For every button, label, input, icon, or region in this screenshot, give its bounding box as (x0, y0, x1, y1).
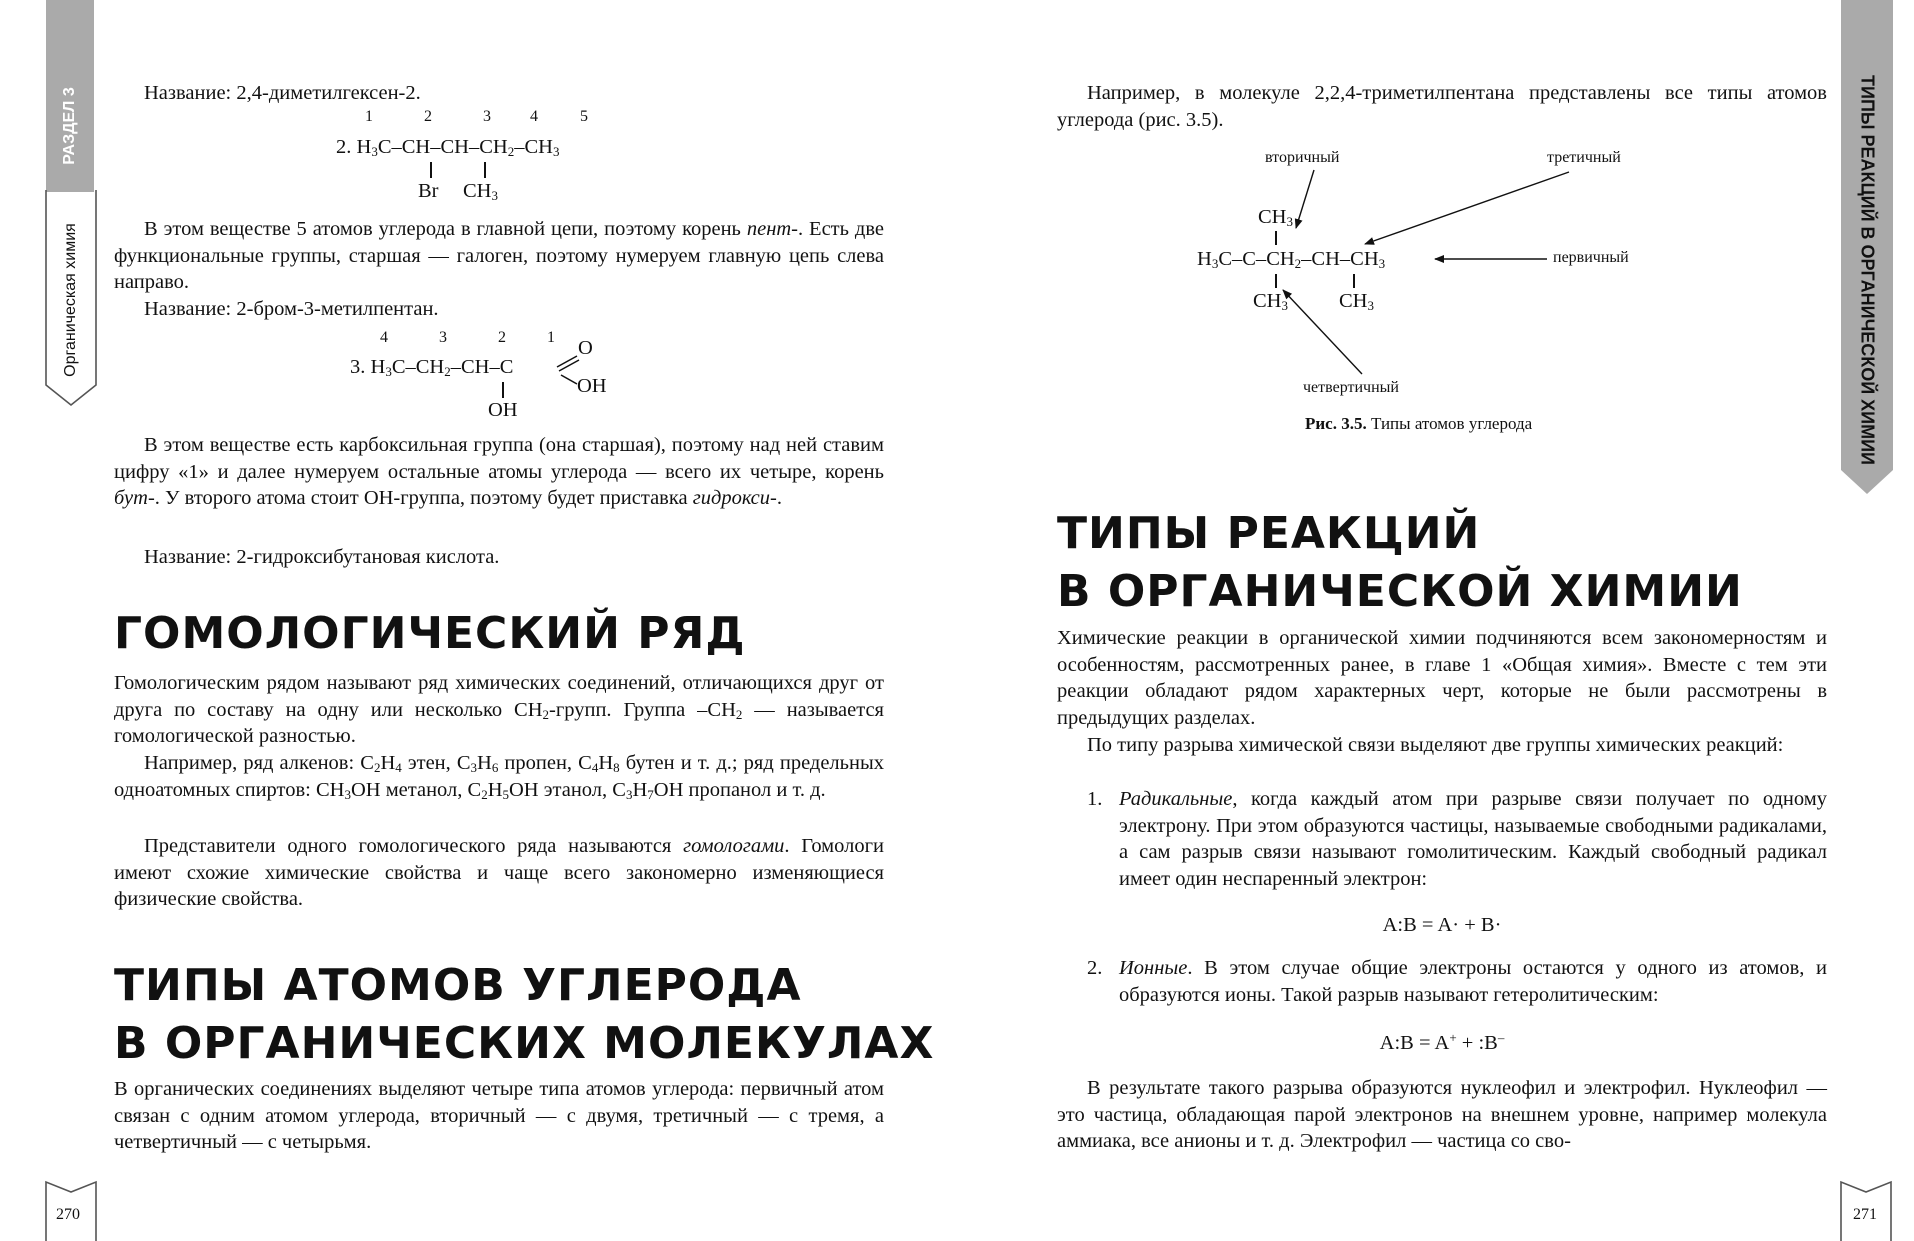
label-tertiary: третичный (1547, 149, 1621, 166)
paragraph: Например, ряд алкенов: $C_2H_4$ этен, $C_3H_6$ пропен, $C_4H_8$ бутен и т. д.; ряд предельных одноатомных спиртов: $CH_3OH$ метанол, $C_2H_5OH$ этанол, $C_3H_7OH$ пропанол и т. д. (114, 752, 885, 802)
paragraph: В этом веществе есть карбоксильная группа (она старшая), поэтому над ней ставим цифру «1» и далее нумеруем остальные атомы углерода — всего их четыре, корень бут-. У второго атома стоит OH-группа, поэтому будет приставка гидрокси-. (114, 434, 884, 510)
paragraph: Гомологическим рядом называют ряд химических соединений, отличающихся друг от друга по составу на одну или несколько $CH_2$-групп. Группа $-CH_2$ — называется гомологической разностью. (114, 672, 884, 748)
equation-heterolytic: A:B = A+ + :B– (1379, 1030, 1505, 1054)
right-page (957, 0, 1914, 1241)
heading-homologous-series: ГОМОЛОГИЧЕСКИЙ РЯД (114, 608, 746, 659)
fig-bottom-ch3-right: $CH_3$ (1339, 290, 1374, 313)
bond-line (484, 162, 486, 178)
heading-carbon-types-line1: ТИПЫ АТОМОВ УГЛЕРОДА (114, 960, 802, 1011)
subject-tab-label: Органическая химия (62, 223, 79, 377)
page-number: 270 (56, 1206, 80, 1223)
substituent-oh: OH (488, 399, 518, 421)
carbon-number: 4 (380, 329, 388, 346)
paragraph: Представители одного гомологического ряда называются гомологами. Гомологи имеют схожие химические свойства и чаще всего закономерно изменяющиеся физические свойства. (114, 835, 884, 911)
name-line-3: Название: 2-гидроксибутановая кислота. (144, 546, 500, 568)
paragraph: По типу разрыва химической связи выделяют две группы химических реакций: (1087, 734, 1784, 756)
paragraph: В органических соединениях выделяют четыре типа атомов углерода: первичный атом связан с одним атомом углерода, вторичный — с двумя, третичный — с тремя, а четвертичный — с четырьмя. (114, 1078, 884, 1154)
heading-carbon-types-line2: В ОРГАНИЧЕСКИХ МОЛЕКУЛАХ (114, 1018, 935, 1069)
carbon-number: 2 (424, 108, 432, 125)
equation-homolytic: A:B = A· + B· (1382, 914, 1502, 936)
label-secondary: вторичный (1265, 149, 1340, 166)
label-primary: первичный (1553, 249, 1629, 266)
reaction-type-list (1057, 786, 1827, 892)
section-tab-label: РАЗДЕЛ 3 (61, 87, 78, 165)
substituent-ch3: $CH_3$ (463, 180, 498, 203)
name-line-2: Название: 2-бром-3-метилпентан. (144, 298, 439, 320)
fig-top-ch3: $CH_3$ (1258, 206, 1293, 229)
paragraph: Химические реакции в органической химии подчиняются всем закономерностям и особенностям, рассмотренных ранее, в главе 1 «Общая химия». Вместе с тем эти реакции обладают рядом характерных черт, которые не были рассмотрены в предыдущих разделах. (1057, 627, 1827, 729)
carbon-number: 3 (483, 108, 491, 125)
chapter-tab-label: ТИПЫ РЕАКЦИЙ В ОРГАНИЧЕСКОЙ ХИМИИ (1857, 75, 1878, 465)
paragraph: В этом веществе 5 атомов углерода в главной цепи, поэтому корень пент-. Есть две функциональные группы, старшая — галоген, поэтому нумеруем главную цепь слева направо. (114, 218, 884, 294)
carbon-number: 1 (365, 108, 373, 125)
heading-reaction-types-line1: ТИПЫ РЕАКЦИЙ (1057, 508, 1481, 559)
formula-2-main-chain: 2. $H_3C-CH-CH-CH_2-CH_3$ (336, 136, 560, 159)
bond-line (502, 382, 504, 398)
page-number: 271 (1853, 1206, 1877, 1223)
formula-3-main-chain: 3. $H_3C-CH_2-CH-C$ (350, 356, 514, 379)
paragraph: Например, в молекуле 2,2,4-триметилпентана представлены все типы атомов углерода (рис. 3.5). (1057, 82, 1827, 131)
carbon-number: 4 (530, 108, 538, 125)
figure-arrows (957, 0, 1914, 420)
substituent-br: Br (418, 180, 439, 202)
carbonyl-oxygen: O (578, 337, 593, 359)
fig-main-chain: $H_3C-C-CH_2-CH-CH_3$ (1197, 248, 1386, 271)
carboxyl-oh: OH (577, 375, 607, 397)
carbon-number: 1 (547, 329, 555, 346)
figure-caption: Рис. 3.5. Типы атомов углерода (1305, 414, 1533, 433)
reaction-type-list (1057, 955, 1827, 1008)
list-item-ionic: 2. Ионные. В этом случае общие электроны остаются у одного из атомов, и образуются ионы. Такой разрыв называют гетеролитическим: (1087, 957, 1827, 1006)
label-quaternary: четвертичный (1303, 379, 1399, 396)
carbon-number: 2 (498, 329, 506, 346)
name-line-1: Название: 2,4-диметилгексен-2. (144, 82, 421, 104)
fig-bottom-ch3-left: $CH_3$ (1253, 290, 1288, 313)
carbon-number: 5 (580, 108, 588, 125)
carbon-number: 3 (439, 329, 447, 346)
list-item-radical: 1. Радикальные, когда каждый атом при разрыве связи получает по одному электрону. При этом образуются частицы, называемые свободными радикалами, а сам разрыв связи называют гомолитическим. Каждый свободный радикал имеет один неспаренный электрон: (1087, 788, 1827, 890)
paragraph: В результате такого разрыва образуются нуклеофил и электрофил. Нуклеофил — это частица, обладающая парой электронов на внешнем уровне, например молекула аммиака, все анионы и т. д. Электрофил — частица со сво- (1057, 1077, 1827, 1153)
heading-reaction-types-line2: В ОРГАНИЧЕСКОЙ ХИМИИ (1057, 566, 1743, 617)
bond-line (430, 162, 432, 178)
